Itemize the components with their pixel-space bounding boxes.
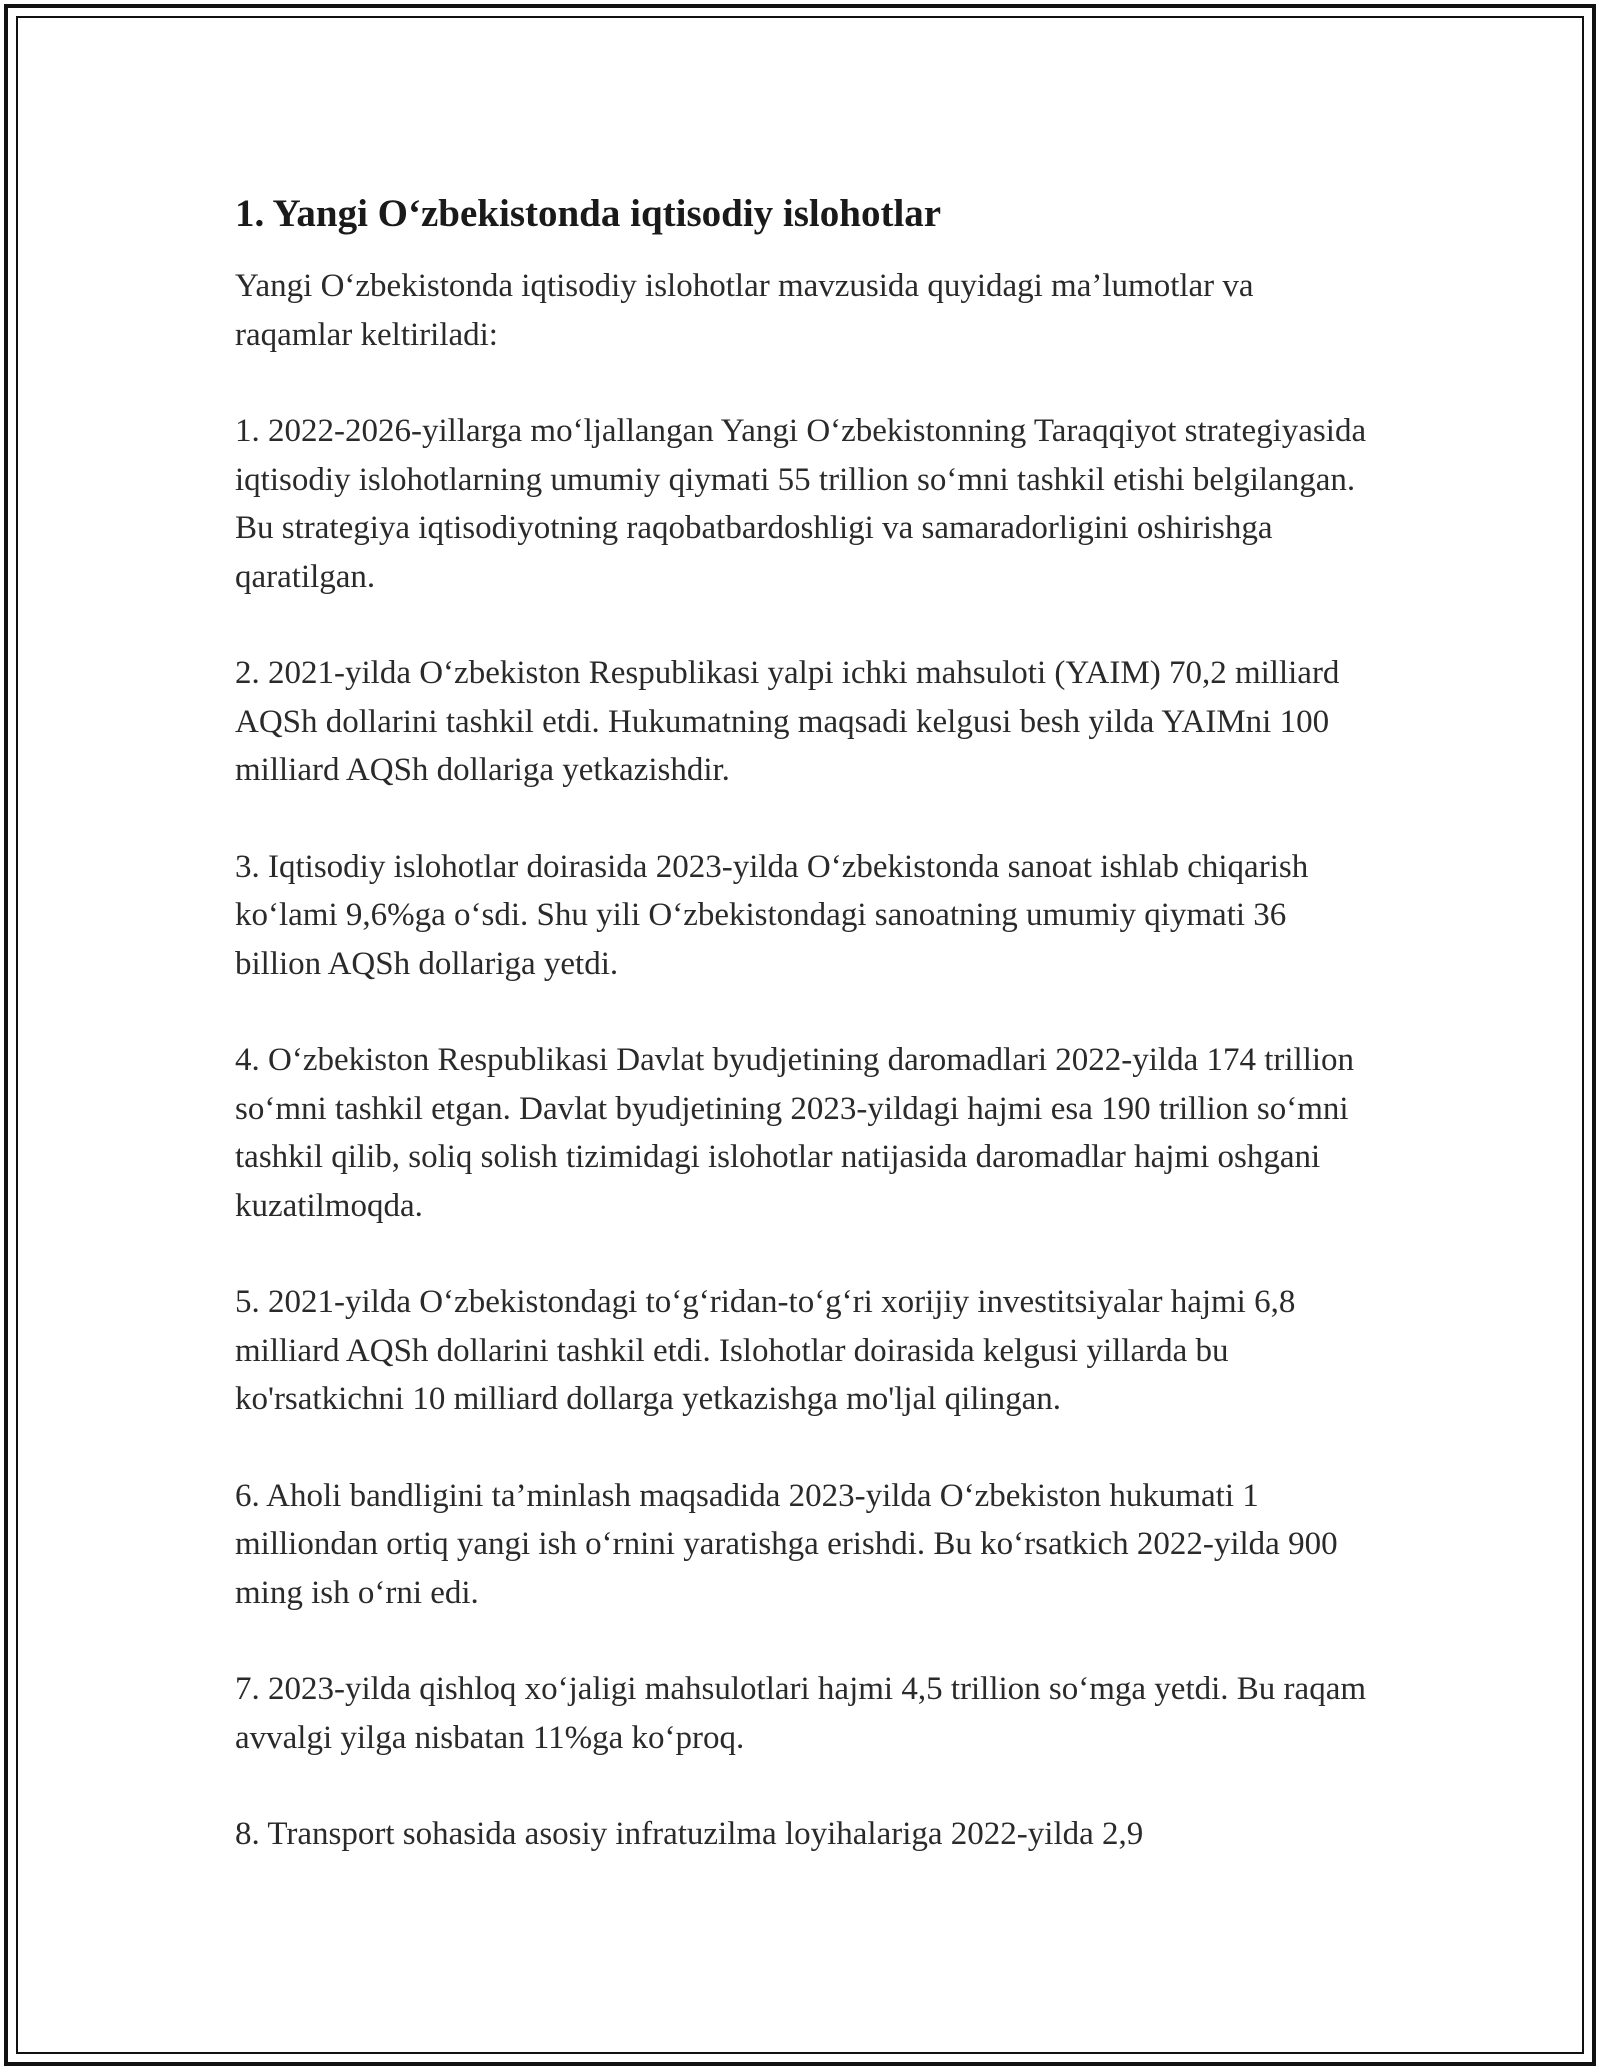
document-body <box>235 188 1375 1907</box>
paragraph-item-7: 7. 2023-yilda qishloq xo‘jaligi mahsulotlari hajmi 4,5 trillion so‘mga yetdi. Bu raqam avvalgi yilga nisbatan 11%ga ko‘proq. <box>235 1671 1367 1756</box>
document-heading: 1. Yangi O‘zbekistonda iqtisodiy islohotlar <box>235 192 942 235</box>
paragraph-item-3: 3. Iqtisodiy islohotlar doirasida 2023-yilda O‘zbekistonda sanoat ishlab chiqarish ko‘lami 9,6%ga o‘sdi. Shu yili O‘zbekistondagi sanoatning umumiy qiymati 36 billion AQSh dollariga yetdi. <box>235 848 1309 982</box>
intro-paragraph: Yangi O‘zbekistonda iqtisodiy islohotlar mavzusida quyidagi ma’lumotlar va raqamlar keltiriladi: <box>235 268 1254 353</box>
paragraph-item-6: 6. Aholi bandligini ta’minlash maqsadida 2023-yilda O‘zbekiston hukumati 1 milliondan ortiq yangi ish o‘rnini yaratishga erishdi. Bu ko‘rsatkich 2022-yilda 900 ming ish o‘rni edi. <box>235 1477 1338 1611</box>
paragraph-item-2: 2. 2021-yilda O‘zbekiston Respublikasi yalpi ichki mahsuloti (YAIM) 70,2 milliard AQSh dollarini tashkil etdi. Hukumatning maqsadi kelgusi besh yilda YAIMni 100 milliard AQSh dollariga yetkazishdir. <box>235 655 1340 788</box>
paragraph-item-5: 5. 2021-yilda O‘zbekistondagi to‘g‘ridan-to‘g‘ri xorijiy investitsiyalar hajmi 6,8 milliard AQSh dollarini tashkil etdi. Islohotlar doirasida kelgusi yillarda bu ko'rsatkichni 10 milliard dollarga yetkazishga mo'ljal qilingan. <box>235 1284 1296 1417</box>
paragraph-item-1: 1. 2022-2026-yillarga mo‘ljallangan Yangi O‘zbekistonning Taraqqiyot strategiyasida iqtisodiy islohotlarning umumiy qiymati 55 trillion so‘mni tashkil etishi belgilangan. Bu strategiya iqtisodiyotning raqobatbardoshligi va samaradorligini oshirishga qaratilgan. <box>235 413 1367 595</box>
paragraph-item-8: 8. Transport sohasida asosiy infratuzilma loyihalariga 2022-yilda 2,9 <box>235 1816 1144 1852</box>
paragraph-item-4: 4. O‘zbekiston Respublikasi Davlat byudjetining daromadlari 2022-yilda 174 trillion so‘mni tashkil etgan. Davlat byudjetining 2023-yildagi hajmi esa 190 trillion so‘mni tashkil qilib, soliq solish tizimidagi islohotlar natijasida daromadlar hajmi oshgani kuzatilmoqda. <box>235 1042 1355 1224</box>
